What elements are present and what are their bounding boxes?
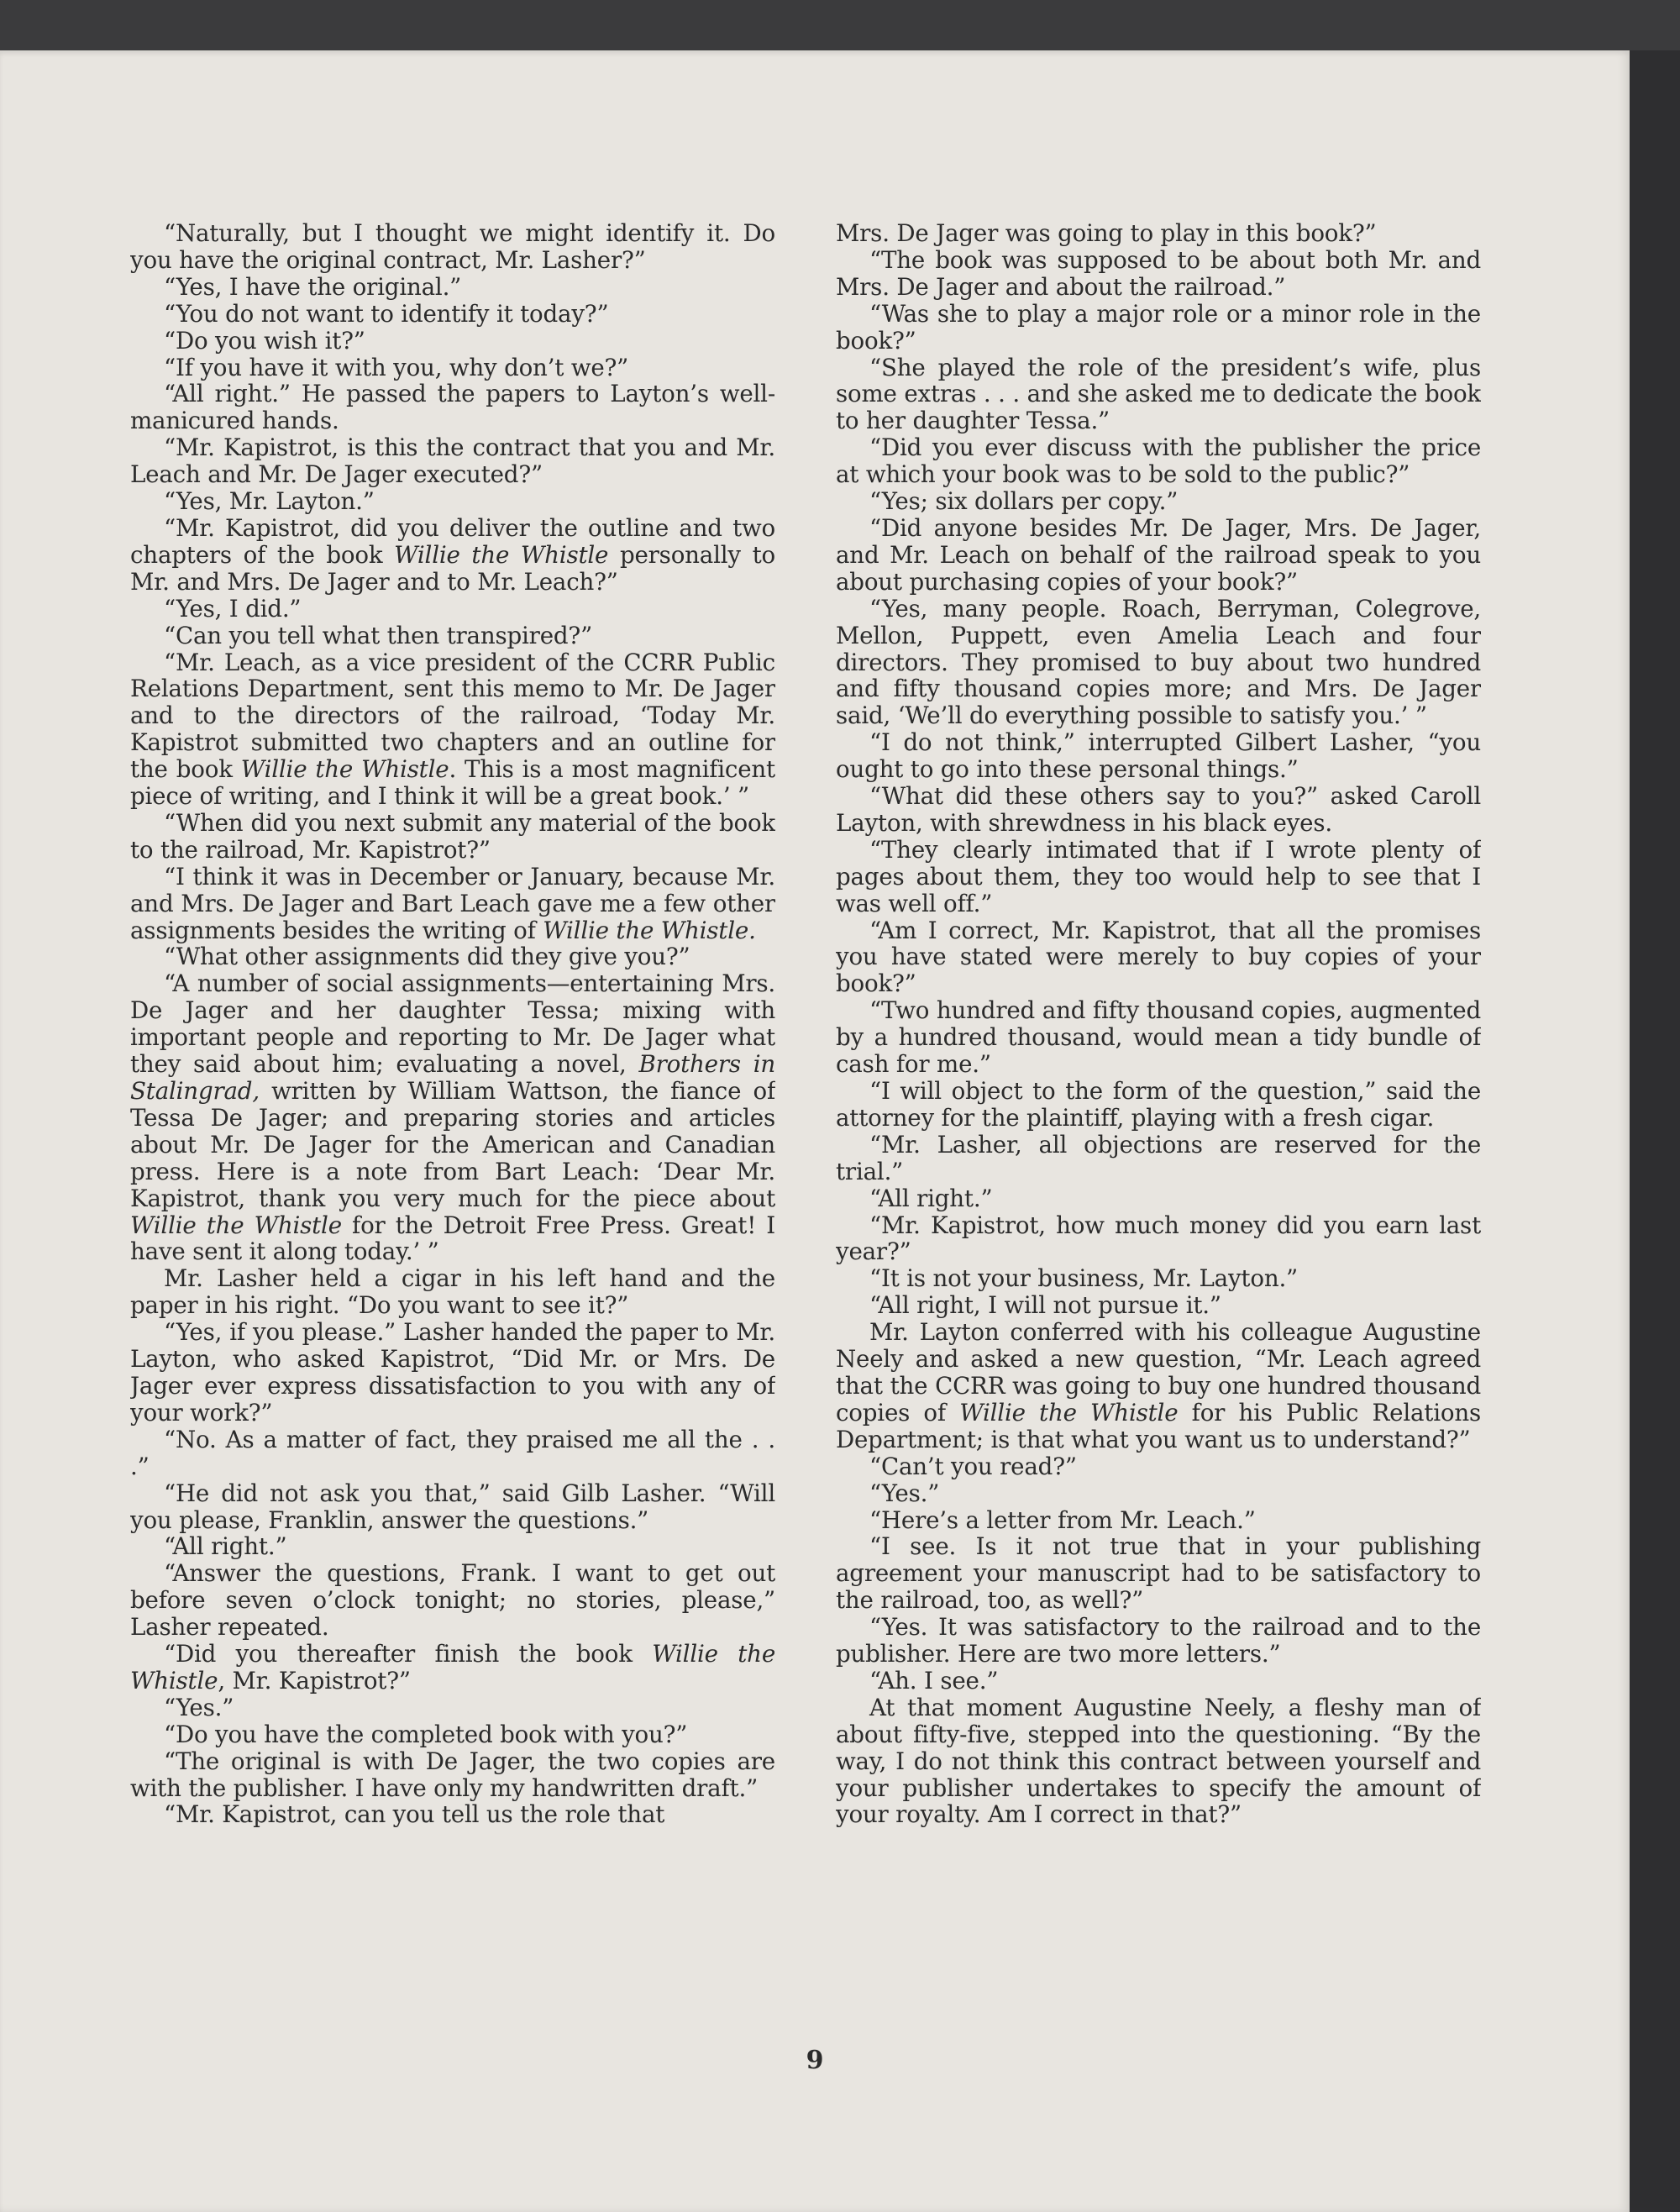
paragraph: “The original is with De Jager, the two copies are with the publisher. I have only my handwritten draft.” [130,1747,775,1802]
paragraph: At that moment Augustine Neely, a fleshy man of about fifty-five, stepped into the questioning. “By the way, I do not think this contract between yourself and your publisher undertakes to specify the amount of your royalty. Am I correct in that?” [836,1693,1481,1829]
paragraph: “All right.” [869,1184,993,1212]
right-column [836,220,1481,1828]
paragraph: “I see. Is it not true that in your publishing agreement your manuscript had to be satisfactory to the railroad, too, as well?” [836,1532,1481,1615]
paragraph: “Yes, I did.” [164,594,302,623]
paragraph: “Am I correct, Mr. Kapistrot, that all the promises you have stated were merely to buy copies of your book?” [836,916,1481,998]
paragraph: “Mr. Kapistrot, how much money did you earn last year?” [836,1211,1481,1266]
paragraph: “Mr. Kapistrot, can you tell us the role that [164,1800,665,1829]
paragraph: “What did these others say to you?” asked Caroll Layton, with shrewdness in his black eyes. [836,782,1481,837]
paragraph: “She played the role of the president’s wife, plus some extras . . . and she asked me to dedicate the book to her daughter Tessa.” [836,353,1481,435]
paragraph: “Mr. Leach, as a vice president of the CCRR Public Relations Department, sent this memo to Mr. De Jager and to the directors of the railroad, ‘Today Mr. Kapistrot submitted two chapters and an outline for the book Willie the Whistle. This is a most magnificent piece of writing, and I think it will be a great book.’ ” [130,648,775,811]
paragraph: “All right.” [164,1532,287,1561]
paragraph: “I think it was in December or January, because Mr. and Mrs. De Jager and Bart Leach gave me a few other assignments besides the writing of Willie the Whistle. [130,862,775,944]
paragraph: “Yes, I have the original.” [164,272,462,301]
paragraph: “Was she to play a major role or a minor role in the book?” [836,299,1481,355]
paragraph: “Mr. Kapistrot, is this the contract that you and Mr. Leach and Mr. De Jager executed?” [130,433,775,489]
paragraph: “Did you thereafter finish the book Willie the Whistle, Mr. Kapistrot?” [130,1640,775,1694]
paragraph: “All right, I will not pursue it.” [869,1291,1221,1320]
paragraph: “Here’s a letter from Mr. Leach.” [869,1505,1256,1534]
paragraph: “Mr. Lasher, all objections are reserved for the trial.” [836,1130,1481,1185]
page-edge-shadow [1630,50,1680,2212]
paragraph: “Two hundred and fifty thousand copies, augmented by a hundred thousand, would mean a tidy bundle of cash for me.” [836,996,1481,1079]
paragraph: “If you have it with you, why don’t we?” [164,353,629,381]
paragraph: “No. As a matter of fact, they praised me all the . . .” [130,1425,775,1480]
paragraph: Mr. Layton conferred with his colleague Augustine Neely and asked a new question, “Mr. Leach agreed that the CCRR was going to buy one hundred thousand copies of Willie the Whistle for his Public Relations Department; is that what you want us to understand?” [836,1318,1481,1453]
page-number: 9 [806,2046,824,2075]
book-page [0,50,1630,2212]
paragraph: “You do not want to identify it today?” [164,299,609,328]
paragraph: “Can you tell what then transpired?” [164,621,593,649]
paragraph: “Did you ever discuss with the publisher the price at which your book was to be sold to the public?” [836,433,1481,489]
paragraph: “All right.” He passed the papers to Layton’s well-manicured hands. [130,380,775,435]
scan-background [0,0,1680,50]
paragraph: “Ah. I see.” [869,1666,999,1694]
paragraph: “Do you wish it?” [164,326,365,355]
paragraph: “They clearly intimated that if I wrote plenty of pages about them, they too would help to see that I was well off.” [836,835,1481,917]
paragraph: “Do you have the completed book with you?” [164,1720,688,1748]
paragraph: “Answer the questions, Frank. I want to get out before seven o’clock tonight; no stories, please,” Lasher repeated. [130,1559,775,1642]
paragraph: “Mr. Kapistrot, did you deliver the outline and two chapters of the book Willie the Whistle personally to Mr. and Mrs. De Jager and to Mr. Leach?” [130,513,775,596]
paragraph: “Yes, Mr. Layton.” [164,487,375,516]
left-column [130,220,775,1828]
paragraph: “I will object to the form of the question,” said the attorney for the plaintiff, playing with a fresh cigar. [836,1077,1481,1132]
paragraph: “A number of social assignments—entertaining Mrs. De Jager and her daughter Tessa; mixing with important people and reporting to Mr. De Jager what they said about him; evaluating a novel, Brothers in Stalingrad, written by William Wattson, the fiance of Tessa De Jager; and preparing stories and articles about Mr. De Jager for the American and Canadian press. Here is a note from Bart Leach: ‘Dear Mr. Kapistrot, thank you very much for the piece about Willie the Whistle for the Detroit Free Press. Great! I have sent it along today.’ ” [130,969,775,1266]
paragraph: “I do not think,” interrupted Gilbert Lasher, “you ought to go into these personal things.” [836,728,1481,784]
paragraph: “Yes.” [869,1479,940,1507]
paragraph: “When did you next submit any material of the book to the railroad, Mr. Kapistrot?” [130,808,775,864]
paragraph: “Yes, if you please.” Lasher handed the paper to Mr. Layton, who asked Kapistrot, “Did Mr. or Mrs. De Jager ever express dissatisfaction to you with any of your work?” [130,1318,775,1427]
paragraph: “Yes, many people. Roach, Berryman, Colegrove, Mellon, Puppett, even Amelia Leach and four directors. They promised to buy about two hundred and fifty thousand copies more; and Mrs. De Jager said, ‘We’ll do everything possible to satisfy you.’ ” [836,594,1481,730]
paragraph: “Did anyone besides Mr. De Jager, Mrs. De Jager, and Mr. Leach on behalf of the railroad speak to you about purchasing copies of your book?” [836,513,1481,596]
paragraph: “Can’t you read?” [869,1452,1077,1480]
paragraph: “Yes.” [164,1693,234,1721]
paragraph: “He did not ask you that,” said Gilb Lasher. “Will you please, Franklin, answer the questions.” [130,1479,775,1534]
paragraph: Mr. Lasher held a cigar in his left hand and the paper in his right. “Do you want to see it?” [130,1264,775,1320]
paragraph: “Yes; six dollars per copy.” [869,487,1179,516]
paragraph: “Yes. It was satisfactory to the railroad and to the publisher. Here are two more letters.” [836,1613,1481,1668]
paragraph: “What other assignments did they give you?” [164,943,690,971]
paragraph: Mrs. De Jager was going to play in this book?” [836,220,1377,247]
paragraph: “Naturally, but I thought we might identify it. Do you have the original contract, Mr. Lasher?” [130,220,775,274]
paragraph: “The book was supposed to be about both Mr. and Mrs. De Jager and about the railroad.” [836,245,1481,301]
paragraph: “It is not your business, Mr. Layton.” [869,1264,1299,1293]
